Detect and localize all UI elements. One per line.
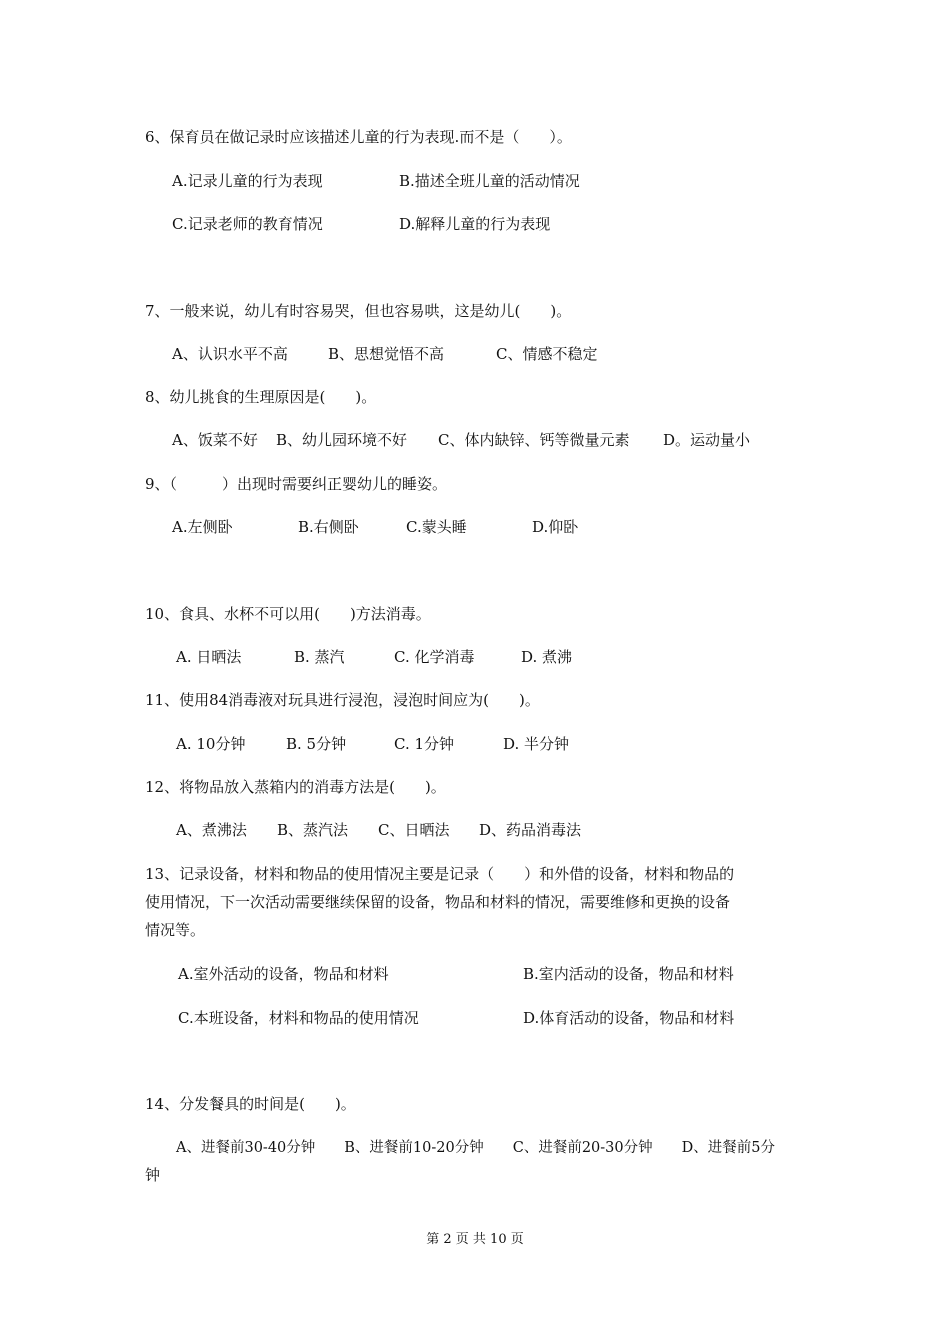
question-6-option-a: A.记录儿童的行为表现 xyxy=(172,172,323,190)
question-14-options-line-1: A、进餐前30-40分钟 B、进餐前10-20分钟 C、进餐前20-30分钟 D、进餐前5分 xyxy=(176,1140,775,1156)
question-9-option-c: C.蒙头睡 xyxy=(406,518,467,536)
question-12-stem: 12、将物品放入蒸箱内的消毒方法是( )。 xyxy=(145,778,446,796)
question-14-stem: 14、分发餐具的时间是( )。 xyxy=(145,1095,356,1113)
question-8-option-b: B、幼儿园环境不好 xyxy=(276,431,408,449)
question-11-option-a: A. 10分钟 xyxy=(176,735,246,753)
question-13-option-c: C.本班设备，材料和物品的使用情况 xyxy=(178,1009,419,1027)
question-9-option-a: A.左侧卧 xyxy=(172,518,233,536)
question-13-option-b: B.室内活动的设备，物品和材料 xyxy=(523,965,734,983)
question-7-stem: 7、一般来说，幼儿有时容易哭，但也容易哄，这是幼儿( )。 xyxy=(145,302,572,320)
question-6-option-d: D.解释儿童的行为表现 xyxy=(399,215,551,233)
question-8-option-d: D。运动量小 xyxy=(663,431,751,449)
question-11-option-c: C. 1分钟 xyxy=(394,735,455,753)
question-12-option-d: D、药品消毒法 xyxy=(479,821,582,839)
question-10-stem: 10、食具、水杯不可以用( )方法消毒。 xyxy=(145,605,431,623)
question-10-option-b: B. 蒸汽 xyxy=(294,648,345,666)
question-7-option-c: C、情感不稳定 xyxy=(496,345,598,363)
question-13-stem-line-1: 13、记录设备，材料和物品的使用情况主要是记录（ ）和外借的设备，材料和物品的 xyxy=(145,865,735,883)
question-9-option-b: B.右侧卧 xyxy=(298,518,359,536)
question-8-stem: 8、幼儿挑食的生理原因是( )。 xyxy=(145,388,377,406)
question-6-option-b: B.描述全班儿童的活动情况 xyxy=(399,172,580,190)
question-10-option-a: A. 日晒法 xyxy=(176,648,242,666)
question-9-option-d: D.仰卧 xyxy=(532,518,579,536)
question-11-stem: 11、使用84消毒液对玩具进行浸泡，浸泡时间应为( )。 xyxy=(145,691,540,709)
question-10-option-c: C. 化学消毒 xyxy=(394,648,475,666)
question-8-option-a: A、饭菜不好 xyxy=(172,431,258,449)
question-12-option-a: A、煮沸法 xyxy=(176,821,247,839)
page-footer: 第 2 页 共 10 页 xyxy=(426,1232,524,1247)
question-7-option-b: B、思想觉悟不高 xyxy=(328,345,445,363)
question-12-option-b: B、蒸汽法 xyxy=(277,821,349,839)
question-9-stem: 9、（ ）出现时需要纠正婴幼儿的睡姿。 xyxy=(145,475,448,493)
question-8-option-c: C、体内缺锌、钙等微量元素 xyxy=(438,431,630,449)
question-6-option-c: C.记录老师的教育情况 xyxy=(172,215,323,233)
question-12-option-c: C、日晒法 xyxy=(378,821,450,839)
question-10-option-d: D. 煮沸 xyxy=(521,648,573,666)
question-11-option-d: D. 半分钟 xyxy=(503,735,570,753)
question-13-stem-line-3: 情况等。 xyxy=(145,921,206,939)
question-13-option-d: D.体育活动的设备，物品和材料 xyxy=(523,1009,735,1027)
question-7-option-a: A、认识水平不高 xyxy=(172,345,288,363)
question-11-option-b: B. 5分钟 xyxy=(286,735,347,753)
question-14-options-line-2: 钟 xyxy=(145,1166,161,1184)
question-6-stem: 6、保育员在做记录时应该描述儿童的行为表现.而不是（ ）。 xyxy=(145,128,572,146)
question-13-option-a: A.室外活动的设备，物品和材料 xyxy=(178,965,389,983)
question-13-stem-line-2: 使用情况，下一次活动需要继续保留的设备，物品和材料的情况，需要维修和更换的设备 xyxy=(145,893,731,911)
